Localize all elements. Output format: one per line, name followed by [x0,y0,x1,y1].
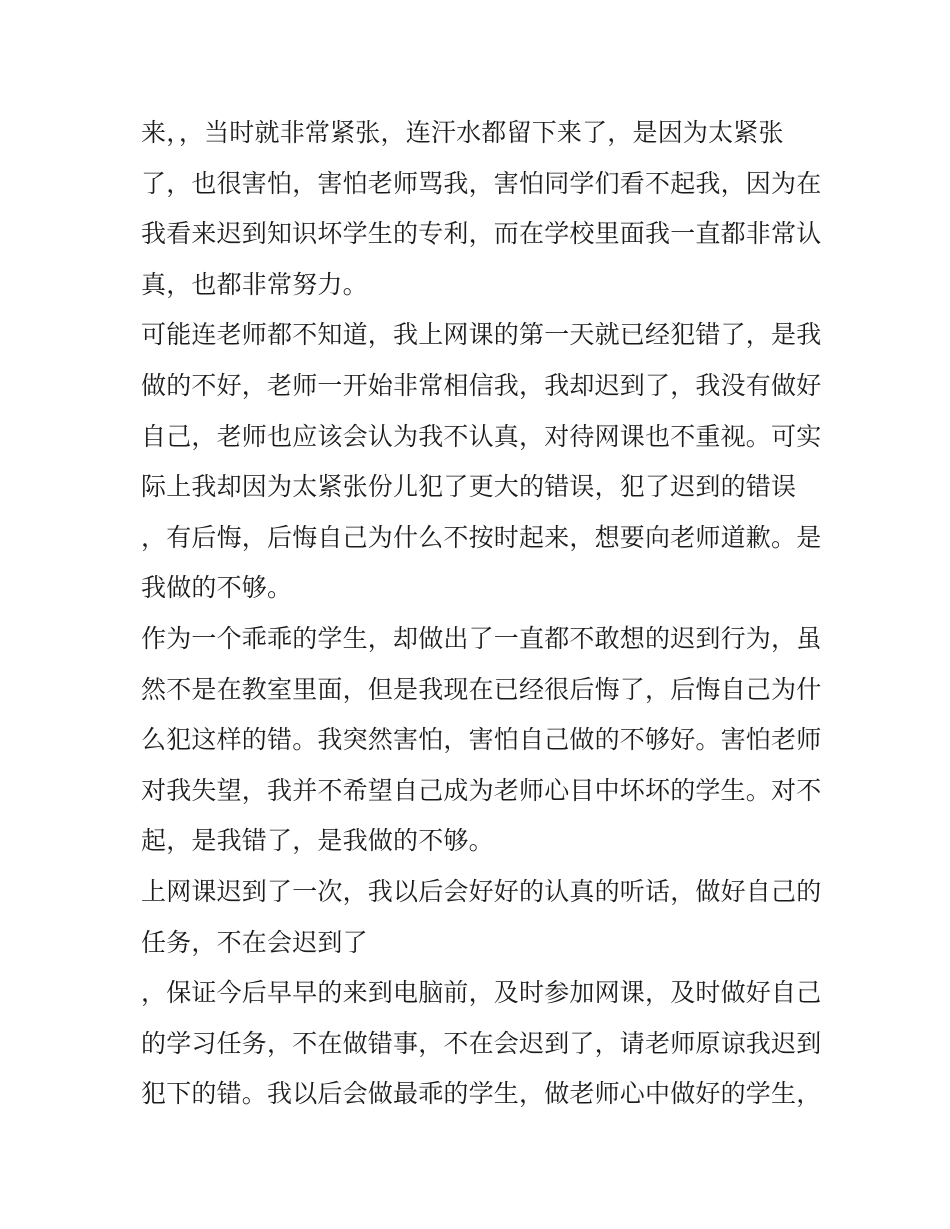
text-line: ，有后悔，后悔自己为什么不按时起来，想要向老师道歉。是 [141,522,822,552]
text-line: ，保证今后早早的来到电脑前，及时参加网课，及时做好自己 [141,978,822,1008]
text-line: 作为一个乖乖的学生，却做出了一直都不敢想的迟到行为，虽 [141,623,822,653]
text-line: 任务，不在会迟到了 [141,927,368,957]
body-text [141,108,821,1120]
text-line: 起，是我错了，是我做的不够。 [141,826,494,856]
text-line: 真，也都非常努力。 [141,269,368,299]
text-line: 了，也很害怕，害怕老师骂我，害怕同学们看不起我，因为在 [141,168,822,198]
text-line: 来，，当时就非常紧张，连汗水都留下来了，是因为太紧张 [141,118,784,147]
text-line: 犯下的错。我以后会做最乖的学生，做老师心中做好的学生， [141,1079,822,1109]
text-line: 做的不好，老师一开始非常相信我，我却迟到了，我没有做好 [141,370,822,400]
text-line: 对我失望，我并不希望自己成为老师心目中坏坏的学生。对不 [141,775,822,805]
text-line: 么犯这样的错。我突然害怕，害怕自己做的不够好。害怕老师 [141,725,822,755]
text-line: 际上我却因为太紧张份儿犯了更大的错误，犯了迟到的错误 [141,472,797,502]
text-line: 我看来迟到知识坏学生的专利，而在学校里面我一直都非常认 [141,219,822,249]
text-line: 的学习任务，不在做错事，不在会迟到了，请老师原谅我迟到 [141,1028,822,1058]
text-line: 上网课迟到了一次，我以后会好好的认真的听话，做好自己的 [141,876,822,906]
text-line: 可能连老师都不知道，我上网课的第一天就已经犯错了，是我 [141,320,822,350]
text-line: 我做的不够。 [141,573,293,603]
text-line: 自己，老师也应该会认为我不认真，对待网课也不重视。可实 [141,421,822,451]
text-line: 然不是在教室里面，但是我现在已经很后悔了，后悔自己为什 [141,674,822,704]
